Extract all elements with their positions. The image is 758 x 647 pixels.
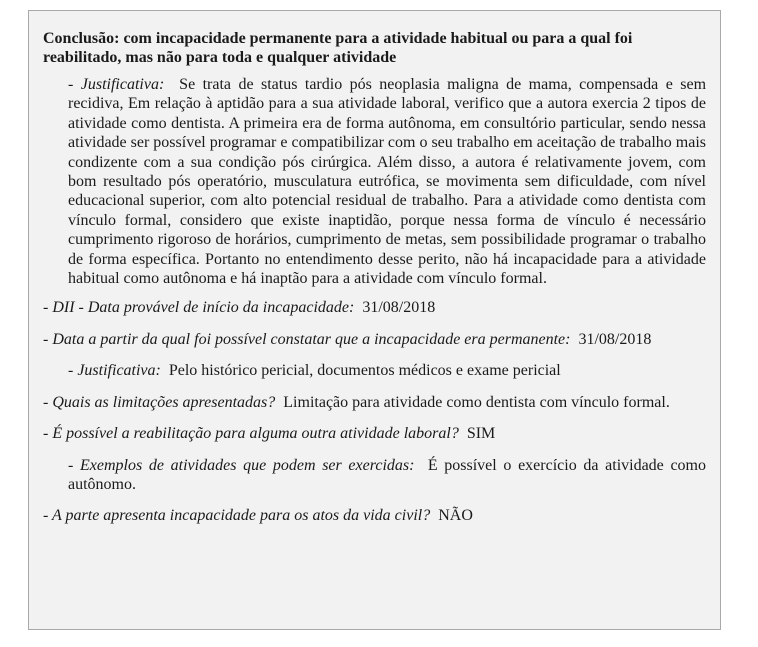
limitacoes-label: - Quais as limitações apresentadas? bbox=[43, 393, 276, 411]
conclusion-heading: Conclusão: com incapacidade permanente para a atividade habitual ou para a qual foi reabilitado, mas não para toda e qualquer atividade bbox=[43, 30, 633, 66]
conclusion-panel bbox=[28, 10, 721, 630]
reabilitacao-label: - É possível a reabilitação para alguma outra atividade laboral? bbox=[43, 425, 459, 443]
exemplos-label: - Exemplos de atividades que podem ser exercidas: bbox=[68, 456, 415, 474]
justificativa2-text: Pelo histórico pericial, documentos médicos e exame pericial bbox=[168, 362, 561, 380]
exemplos-line bbox=[68, 456, 706, 495]
justificativa-paragraph bbox=[68, 75, 706, 288]
dii-value: 31/08/2018 bbox=[362, 299, 436, 317]
limitacoes-line bbox=[43, 393, 706, 412]
data-permanente-label: - Data a partir da qual foi possível constatar que a incapacidade era permanente: bbox=[43, 330, 571, 348]
data-permanente-value: 31/08/2018 bbox=[578, 330, 652, 348]
justificativa2-line bbox=[68, 361, 706, 380]
justificativa-text: Se trata de status tardio pós neoplasia maligna de mama, compensada e sem recidiva, Em relação à aptidão para a sua atividade laboral, verifico que a autora exercia 2 tipos de atividade como dentista. A primeira era de forma autônoma, em consultório particular, sendo nessa atividade ser possível programar e compatibilizar com o seu trabalho em aceitação de trabalho mais condizente com a sua condição pós cirúrgica. Além disso, a autora é relativamente jovem, com bom resultado pós operatório, musculatura eutrófica, se movimenta sem dificuldade, com nível educacional superior, com alto potencial residual de trabalho. Para a atividade como dentista com vínculo formal, considero que existe inaptidão, porque nessa forma de vínculo é necessário cumprimento rigoroso de horários, cumprimento de metas, sem possibilidade programar o trabalho de forma específica. Portanto no entendimento desse perito, não há incapacidade para a atividade habitual como autônoma e há inaptão para a atividade com vínculo formal. bbox=[68, 76, 707, 288]
justificativa-label: - Justificativa: bbox=[68, 76, 165, 93]
justificativa2-label: - Justificativa: bbox=[68, 362, 161, 380]
dii-line bbox=[43, 298, 706, 317]
exemplos-value: É possível o exercício da atividade como autônomo. bbox=[68, 456, 707, 493]
dii-label: - DII - Data provável de início da incapacidade: bbox=[43, 299, 355, 317]
vida-civil-label: - A parte apresenta incapacidade para os atos da vida civil? bbox=[43, 507, 431, 525]
data-permanente-line bbox=[43, 330, 706, 349]
vida-civil-line bbox=[43, 506, 706, 525]
reabilitacao-value: SIM bbox=[466, 425, 496, 443]
reabilitacao-line bbox=[43, 424, 706, 443]
limitacoes-value: Limitação para atividade como dentista com vínculo formal. bbox=[283, 393, 670, 411]
vida-civil-value: NÃO bbox=[438, 507, 473, 525]
